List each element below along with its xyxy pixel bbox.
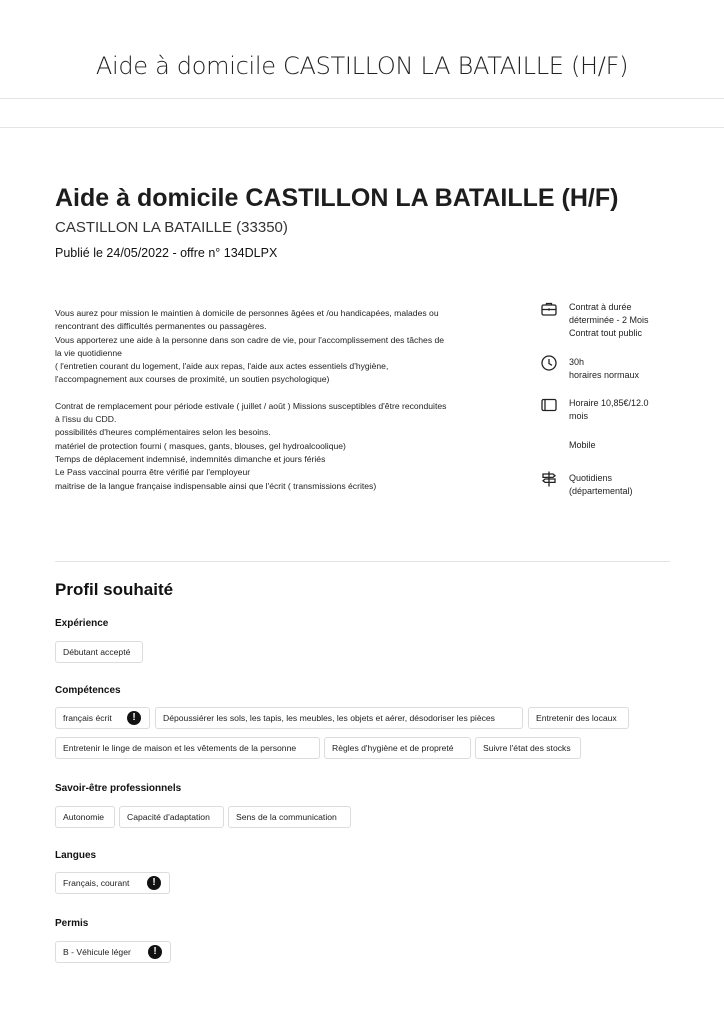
description-line: possibilités d'heures complémentaires selon les besoins. <box>55 427 271 438</box>
paragraph-gap <box>55 387 480 400</box>
header-bar <box>0 98 724 128</box>
description-line: rencontrant des difficultés permanentes ou passagères. <box>55 321 267 332</box>
language-tag: Français, courant ! <box>55 872 170 894</box>
description-line: maitrise de la langue française indispensable ainsi que l'écrit ( transmissions écrites) <box>55 480 377 491</box>
mobility-line: Mobile <box>569 440 596 450</box>
profile-title: Profil souhaité <box>55 580 174 599</box>
job-location: CASTILLON LA BATAILLE (33350) <box>55 219 288 236</box>
licenses-label: Permis <box>55 918 89 929</box>
skill-tag: français écrit ! <box>55 707 150 729</box>
contract-line: déterminée - 2 Mois <box>569 315 649 325</box>
description-line: l'accompagnement aux courses de proximité, un soutien psychologique) <box>55 374 330 385</box>
description-line: Vous apporterez une aide à la personne dans son cadre de vie, pour l'accomplissement des tâches de <box>55 334 445 345</box>
description-line: à l'issu du CDD. <box>55 414 117 425</box>
soft-skill-tag: Sens de la communication <box>228 806 351 828</box>
experience-label: Expérience <box>55 618 109 629</box>
signpost-icon <box>540 470 558 488</box>
salary-line: mois <box>569 411 589 421</box>
hours-line: 30h <box>569 357 585 367</box>
required-alert-icon: ! <box>147 876 161 890</box>
experience-tag: Débutant accepté <box>55 641 143 663</box>
skill-tag: Entretenir des locaux <box>528 707 629 729</box>
description-line: Temps de déplacement indemnisé, indemnités dimanche et jours fériés <box>55 453 326 464</box>
briefcase-icon <box>540 300 558 318</box>
skill-tag: Suivre l'état des stocks <box>475 737 581 759</box>
required-alert-icon: ! <box>127 711 141 725</box>
skill-tag: Dépoussiérer les sols, les tapis, les meubles, les objets et aérer, désodoriser les pièces <box>155 707 523 729</box>
publication-info: Publié le 24/05/2022 - offre n° 134DLPX <box>55 246 278 260</box>
description-line: Contrat de remplacement pour période estivale ( juillet / août ) Missions susceptibles d'être reconduites <box>55 400 447 411</box>
description-line: Vous aurez pour mission le maintien à domicile de personnes âgées et /ou handicapées, malades ou <box>55 308 439 318</box>
description-line: ( l'entretien courant du logement, l'aide aux repas, l'aide aux actes essentiels d'hygiène, <box>55 361 389 372</box>
wallet-icon <box>540 396 558 414</box>
clock-icon <box>540 354 558 372</box>
skill-tag: Règles d'hygiène et de propreté <box>324 737 471 759</box>
soft-skill-tag: Capacité d'adaptation <box>119 806 224 828</box>
hours-line: horaires normaux <box>569 370 640 380</box>
license-tag: B - Véhicule léger ! <box>55 941 171 963</box>
section-divider <box>55 561 670 562</box>
document-title: Aide à domicile CASTILLON LA BATAILLE (H/F) <box>95 52 629 80</box>
job-title: Aide à domicile CASTILLON LA BATAILLE (H/F) <box>55 184 619 212</box>
job-description <box>55 307 480 493</box>
travel-line: Quotidiens <box>569 473 613 483</box>
skills-label: Compétences <box>55 685 121 696</box>
salary-line: Horaire 10,85€/12.0 <box>569 398 649 408</box>
description-line: Le Pass vaccinal pourra être vérifié par l'employeur <box>55 467 251 478</box>
required-alert-icon: ! <box>148 945 162 959</box>
description-line: la vie quotidienne <box>55 347 122 358</box>
description-line: matériel de protection fourni ( masques, gants, blouses, gel hydroalcoolique) <box>55 440 346 451</box>
skill-tag: Entretenir le linge de maison et les vêtements de la personne <box>55 737 320 759</box>
contract-line: Contrat tout public <box>569 328 643 338</box>
soft-skills-label: Savoir-être professionnels <box>55 783 182 794</box>
travel-line: (départemental) <box>569 486 633 496</box>
languages-label: Langues <box>55 850 97 861</box>
contract-line: Contrat à durée <box>569 302 632 312</box>
soft-skill-tag: Autonomie <box>55 806 115 828</box>
